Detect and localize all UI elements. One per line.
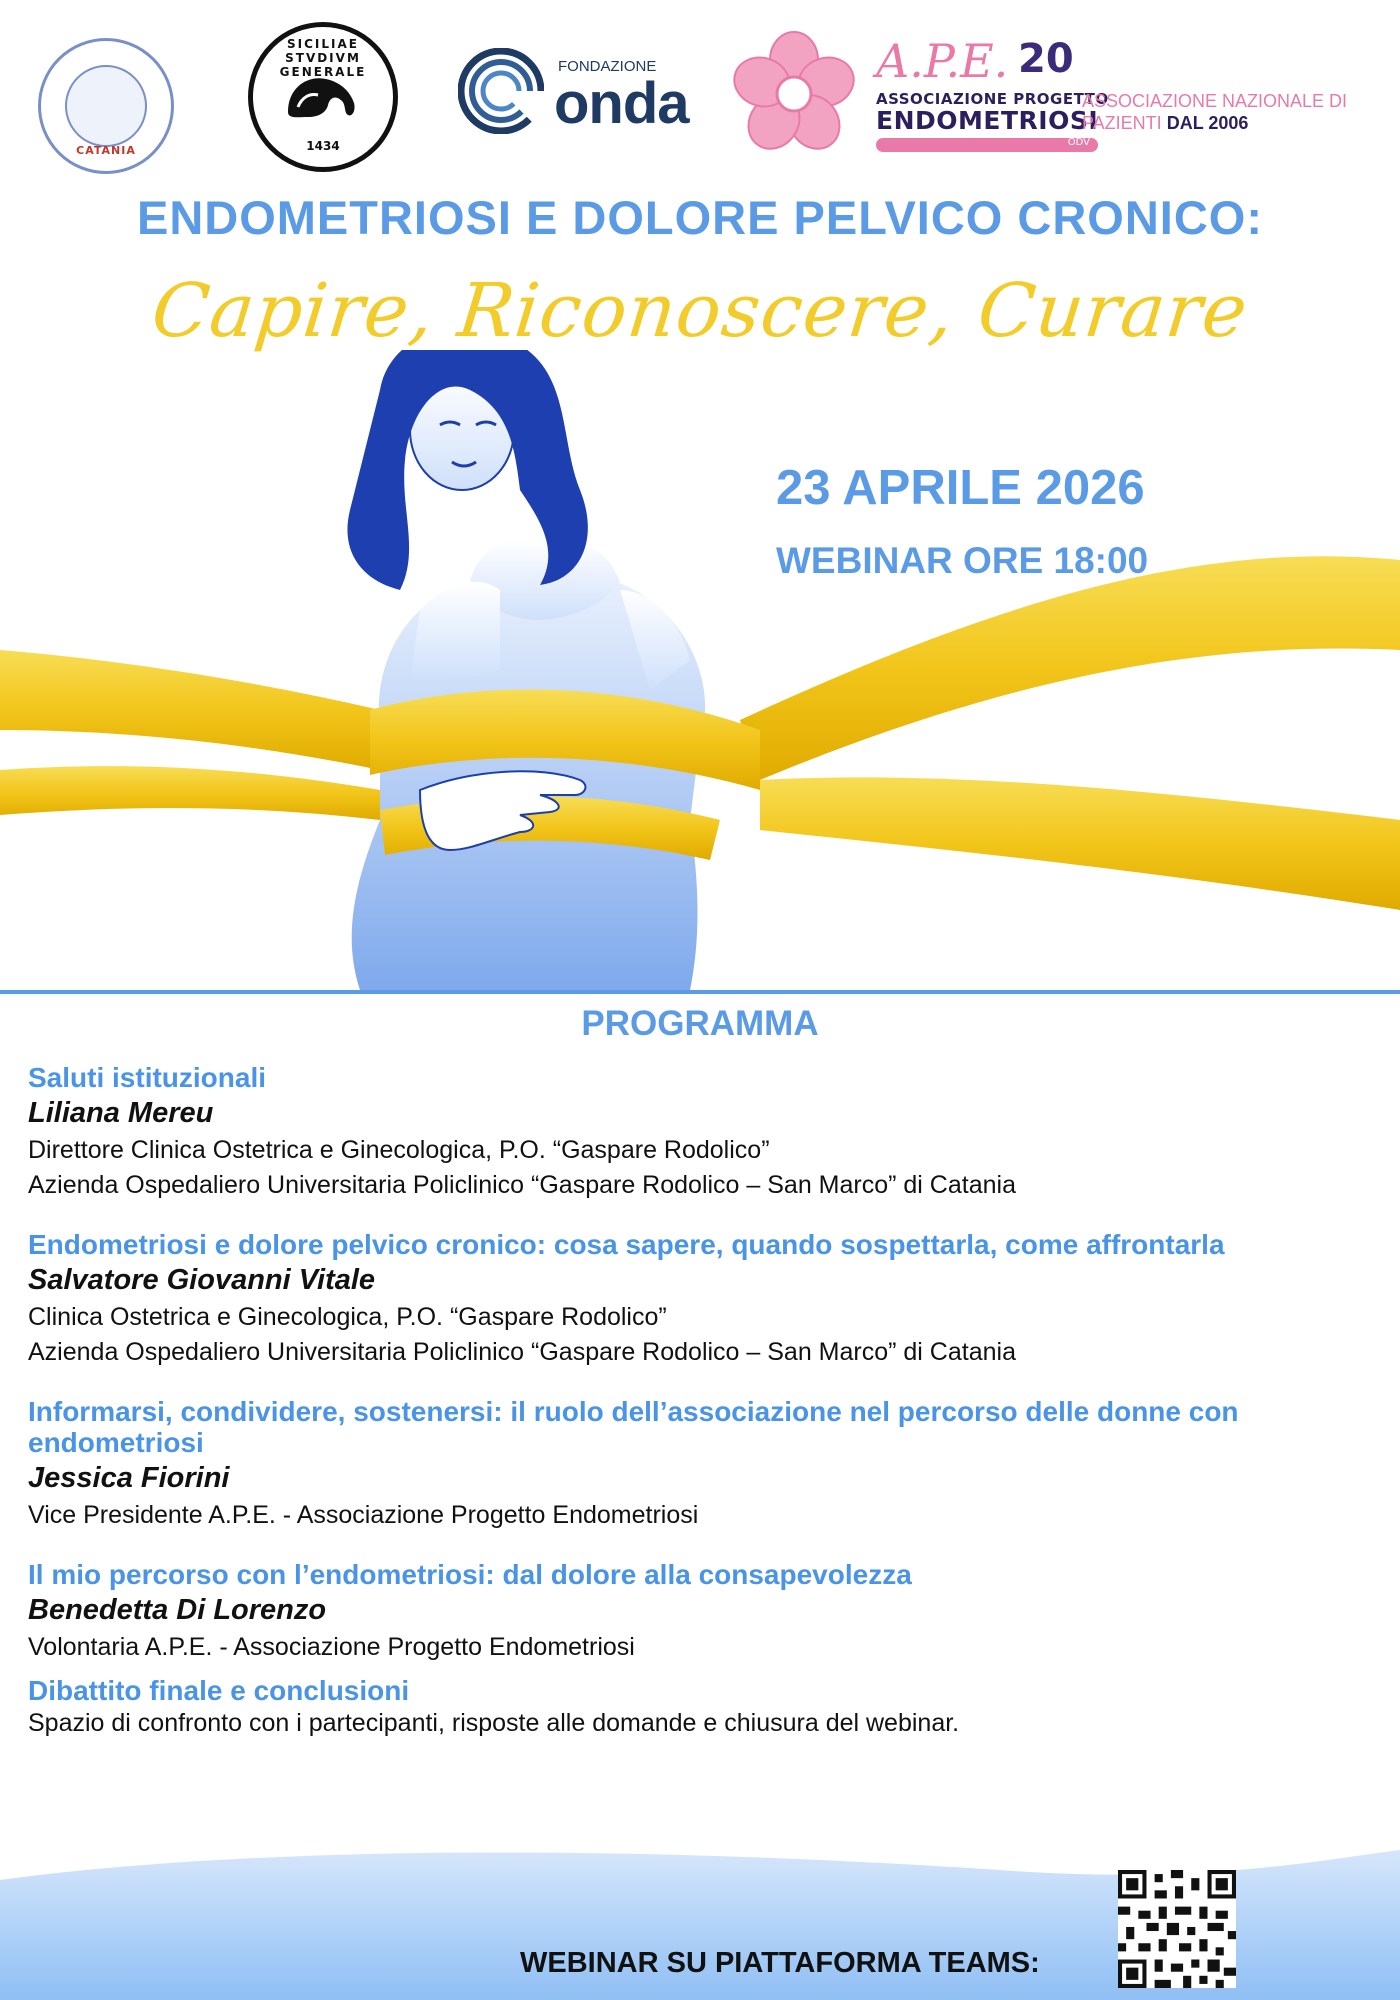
woman-ribbon-illustration	[0, 350, 1400, 990]
ape-national	[1082, 90, 1387, 134]
program-item-title: Il mio percorso con l’endometriosi: dal dolore alla consapevolezza	[28, 1559, 912, 1590]
unict-seal-text: SICILIAE STVDIVM GENERALE	[279, 37, 367, 79]
program-item-role: Direttore Clinica Ostetrica e Ginecologica, P.O. “Gaspare Rodolico”	[28, 1136, 770, 1164]
ape-flower-icon	[730, 30, 858, 158]
left-ribbon-upper	[0, 650, 380, 770]
onda-logo	[458, 48, 708, 138]
event-date: 23 APRILE 2026	[776, 461, 1145, 515]
unict-seal-icon	[248, 22, 398, 172]
logo-row	[0, 0, 1400, 180]
event-time: WEBINAR ORE 18:00	[776, 540, 1149, 581]
aou-seal-center	[65, 65, 147, 147]
onda-prefix: FONDAZIONE	[558, 58, 657, 75]
program-item-speaker: Benedetta Di Lorenzo	[28, 1594, 327, 1626]
program-item-role: Volontaria A.P.E. - Associazione Progetto Endometriosi	[28, 1633, 635, 1661]
program-item-speaker: Salvatore Giovanni Vitale	[28, 1264, 376, 1296]
program-item	[28, 1062, 1388, 1203]
right-ribbon-upper	[740, 556, 1400, 780]
qr-code-icon[interactable]	[1118, 1870, 1236, 1988]
event-title: ENDOMETRIOSI E DOLORE PELVICO CRONICO:	[136, 191, 1264, 244]
program-item	[28, 1229, 1388, 1370]
ape-anniversary: 20	[1018, 36, 1074, 82]
onda-name: onda	[554, 71, 689, 136]
program-item-affiliation: Azienda Ospedaliero Universitaria Policlinico “Gaspare Rodolico – San Marco” di Catania	[28, 1171, 1016, 1199]
program-item	[28, 1396, 1388, 1533]
program-item-speaker: Jessica Fiorini	[28, 1462, 230, 1494]
program-item-affiliation: Azienda Ospedaliero Universitaria Policlinico “Gaspare Rodolico – San Marco” di Catania	[28, 1338, 1016, 1366]
program-item-title: Informarsi, condividere, sostenersi: il ruolo dell’associazione nel percorso delle donne con endometriosi	[28, 1396, 1239, 1458]
program-item	[28, 1559, 1388, 1665]
ape-name-line2: ENDOMETRIOSI	[876, 106, 1099, 135]
event-subtitle: Capire, Riconoscere, Curare	[147, 268, 1252, 354]
ape-logo	[730, 30, 1390, 160]
ape-national-line2: PAZIENTI	[1082, 113, 1162, 133]
unict-seal-year: 1434	[306, 139, 340, 153]
ape-name-line1: ASSOCIAZIONE PROGETTO	[876, 90, 1109, 108]
ape-national-year: DAL 2006	[1166, 113, 1249, 133]
left-ribbon-lower	[0, 766, 380, 820]
program-item-role: Vice Presidente A.P.E. - Associazione Progetto Endometriosi	[28, 1501, 699, 1529]
teams-label: WEBINAR SU PIATTAFORMA TEAMS:	[520, 1947, 1040, 1979]
program-item-title: Endometriosi e dolore pelvico cronico: cosa sapere, quando sospettarla, come affrontarla	[28, 1229, 1225, 1260]
aou-seal-text: CATANIA	[76, 144, 136, 157]
program-item-role: Clinica Ostetrica e Ginecologica, P.O. “Gaspare Rodolico”	[28, 1303, 667, 1331]
section-divider	[0, 990, 1400, 994]
program-item-title: Saluti istituzionali	[28, 1062, 267, 1093]
program-list	[28, 1062, 1388, 1741]
right-ribbon-lower	[760, 777, 1400, 910]
ape-national-line1: ASSOCIAZIONE NAZIONALE DI	[1082, 91, 1348, 111]
ape-odv: ODV	[1067, 137, 1090, 148]
program-heading: PROGRAMMA	[581, 1004, 819, 1043]
aou-seal-icon	[38, 38, 174, 174]
program-item	[28, 1675, 1388, 1741]
onda-spiral-icon	[458, 48, 544, 134]
ape-title: A.P.E.	[876, 34, 1009, 88]
program-item-title: Dibattito finale e conclusioni	[28, 1675, 410, 1706]
program-item-speaker: Liliana Mereu	[28, 1097, 214, 1129]
program-item-description: Spazio di confronto con i partecipanti, risposte alle domande e chiusura del webinar.	[28, 1709, 960, 1737]
